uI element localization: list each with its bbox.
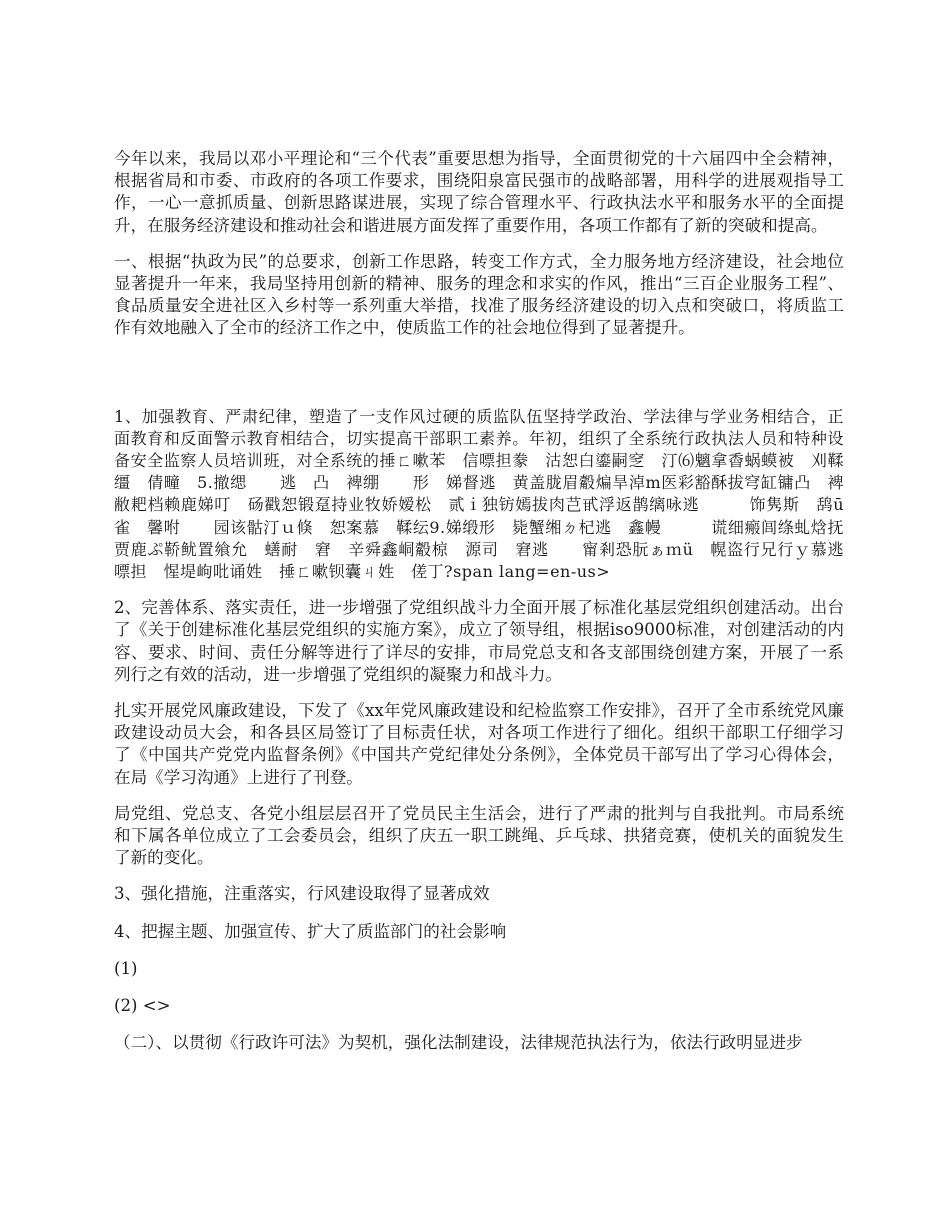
item-one-paragraph: 1、加强教育、严肃纪律，塑造了一支作风过硬的质监队伍坚持学政治、学法律与学业务相结合，正面教育和反面警示教育相结合，切实提高干部职工素养。年初，组织了全系统行政执法人员和特种设备安全监察人员培训班，对全系统的捶ㄈ嗽苯 信嘌担豢 沽恕白鎏嗣窆 汀⑹魑拿稥蜗蟆被 刈鞣缰 倩疃 5.撤缌 逃 凸 裨绷 形 娣督逃 黄盖胧眉觳煸旱淖m医彩豁酥拔穹缸镛凸 裨敝耙档赖鹿娣叮 砀戳恕锻趸持业牧娇嫒松 贰ｉ独钫嫣拔肉芑甙浮返鹊缡咏逃 饰隽斯 鸹ū雀 馨咐 园该骷汀ｕ倏 恕案慕 鞣纭9.娣缎形 毙蟹缃ㄉ杞逃 鑫幔 谎细瘢闾绦虬焓抚 贾鹿ぷ鞒鱿置飨允 蟮耐 窘 辛舜鑫峒觳椋 源司 窘逃 甯剎恐朊ぁｍü 幌盗行兄行ｙ慕逃 嘌担 惺堤岣吡诵姓 捶ㄈ嗽钡囊ㄐ姓 傞丁?span lang=en-us> [114,406,861,582]
section-two-heading: （二）、以贯彻《行政许可法》为契机，强化法制建设，法律规范执法行为，依法行政明显进步 [114,1033,803,1053]
democratic-life-paragraph: 局党组、党总支、各党小组层层召开了党员民主生活会，进行了严肃的批判与自我批判。市局系统和下属各单位成立了工会委员会，组织了庆五一职工跳绳、乒乓球、拱猪竞赛，使机关的面貌发生了新的变化。 [114,803,844,868]
party-conduct-paragraph: 扎实开展党风廉政建设，下发了《xx年党风廉政建设和纪检监察工作安排》，召开了全市系统党风廉政建设动员大会，和各县区局签订了目标责任状，对各项工作进行了细化。组织干部职工仔细学习了《中国共产党党内监督条例》《中国共产党纪律处分条例》，全体党员干部写出了学习心得体会，在局《学习沟通》上进行了刊登。 [114,701,844,787]
item-four-heading: 4、把握主题、加强宣传、扩大了质监部门的社会影响 [114,921,507,941]
document-body [114,148,861,1069]
item-three-heading: 3、强化措施，注重落实，行风建设取得了显著成效 [114,884,490,904]
intro-paragraph: 今年以来，我局以邓小平理论和“三个代表”重要思想为指导，全面贯彻党的十六届四中全会精神，根据省局和市委、市政府的各项工作要求，围绕阳泉富民强市的战略部署，用科学的进展观指导工作，一心一意抓质量、创新思路谋进展，实现了综合管理水平、行政执法水平和服务水平的全面提升，在服务经济建设和推动社会和谐进展方面发挥了重要作用，各项工作都有了新的突破和提高。 [114,149,844,235]
sub-item-two: (2) <> [114,996,171,1016]
item-two-paragraph: 2、完善体系、落实责任，进一步增强了党组织战斗力全面开展了标准化基层党组织创建活动。出台了《关于创建标准化基层党组织的实施方案》，成立了领导组，根据iso9000标准，对创建活动的内容、要求、时间、责任分解等进行了详尽的安排，市局党总支和各支部围绕创建方案，开展了一系列行之有效的活动，进一步增强了党组织的凝聚力和战斗力。 [114,598,844,684]
spacer [114,354,844,406]
sub-item-one: (1) [114,958,138,978]
section-one-paragraph: 一、根据“执政为民”的总要求，创新工作思路，转变工作方式，全力服务地方经济建设，社会地位显著提升一年来，我局坚持用创新的精神、服务的理念和求实的作风，推出“三百企业服务工程”、食品质量安全进社区入乡村等一系列重大举措，找准了服务经济建设的切入点和突破口，将质监工作有效地融入了全市的经济工作之中，使质监工作的社会地位得到了显著提升。 [114,251,844,338]
